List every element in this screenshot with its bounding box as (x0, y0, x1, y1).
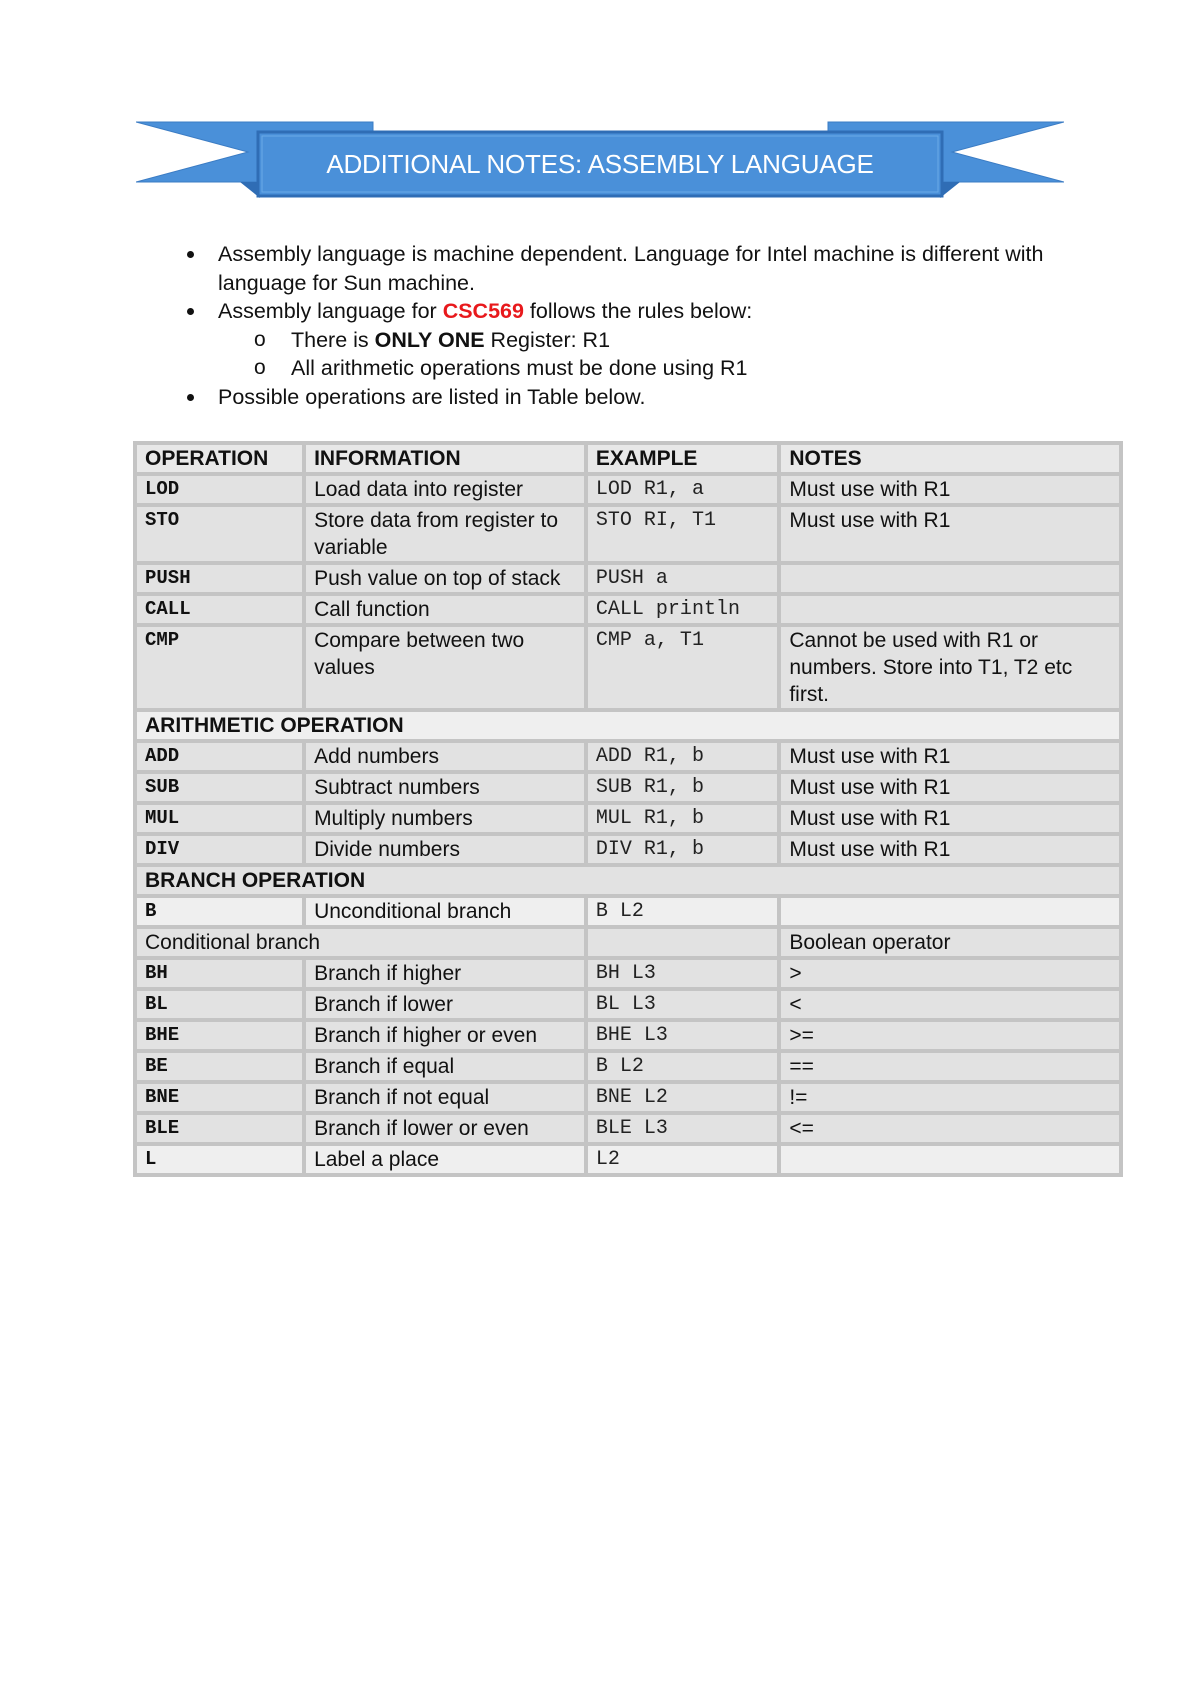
note-cell: != (779, 1082, 1121, 1113)
table-row (135, 505, 1121, 563)
table-row (135, 896, 1121, 927)
boolean-operator-label: Boolean operator (779, 927, 1121, 958)
table-row (135, 563, 1121, 594)
info-cell: Multiply numbers (304, 803, 586, 834)
info-cell: Call function (304, 594, 586, 625)
list-subitem (182, 354, 1062, 383)
info-cell: Unconditional branch (304, 896, 586, 927)
op-cell: BLE (135, 1113, 304, 1144)
note-cell (779, 1144, 1121, 1175)
info-cell: Divide numbers (304, 834, 586, 865)
table-row (135, 1020, 1121, 1051)
note-cell (779, 563, 1121, 594)
table-row (135, 625, 1121, 710)
note-cell: Must use with R1 (779, 772, 1121, 803)
section-title-branch: BRANCH OPERATION (135, 865, 1121, 896)
example-cell: B L2 (586, 896, 779, 927)
note-cell: Must use with R1 (779, 834, 1121, 865)
op-cell: CALL (135, 594, 304, 625)
note-cell: Must use with R1 (779, 741, 1121, 772)
example-cell (586, 927, 779, 958)
list-item (182, 240, 1062, 297)
info-cell: Branch if not equal (304, 1082, 586, 1113)
note-rules-suffix: follows the rules below: (523, 299, 753, 323)
note-cell (779, 594, 1121, 625)
example-cell: PUSH a (586, 563, 779, 594)
bullet-icon (187, 394, 194, 401)
subnote-arithmetic: All arithmetic operations must be done using R1 (291, 356, 748, 380)
info-cell: Compare between two values (304, 625, 586, 710)
info-cell: Branch if lower or even (304, 1113, 586, 1144)
table-row (135, 772, 1121, 803)
example-cell: B L2 (586, 1051, 779, 1082)
info-cell: Label a place (304, 1144, 586, 1175)
example-cell: LOD R1, a (586, 474, 779, 505)
example-cell: SUB R1, b (586, 772, 779, 803)
table-row (135, 594, 1121, 625)
op-cell: LOD (135, 474, 304, 505)
example-cell: DIV R1, b (586, 834, 779, 865)
note-cell (779, 896, 1121, 927)
op-cell: BL (135, 989, 304, 1020)
example-cell: BL L3 (586, 989, 779, 1020)
notes-list (182, 240, 1062, 411)
op-cell: BE (135, 1051, 304, 1082)
section-row-arithmetic (135, 710, 1121, 741)
info-cell: Load data into register (304, 474, 586, 505)
header-notes: NOTES (779, 443, 1121, 474)
example-cell: STO RI, T1 (586, 505, 779, 563)
course-code: CSC569 (442, 299, 524, 323)
example-cell: ADD R1, b (586, 741, 779, 772)
op-cell: MUL (135, 803, 304, 834)
table-row (135, 1082, 1121, 1113)
subnote-register-prefix: There is (291, 327, 375, 352)
op-cell: BNE (135, 1082, 304, 1113)
info-cell: Branch if equal (304, 1051, 586, 1082)
note-cell: == (779, 1051, 1121, 1082)
example-cell: BNE L2 (586, 1082, 779, 1113)
header-example: EXAMPLE (586, 443, 779, 474)
table-row (135, 1144, 1121, 1175)
info-cell: Subtract numbers (304, 772, 586, 803)
section-row-branch (135, 865, 1121, 896)
conditional-branch-label: Conditional branch (135, 927, 586, 958)
example-cell: CMP a, T1 (586, 625, 779, 710)
list-item (182, 297, 1062, 326)
example-cell: BH L3 (586, 958, 779, 989)
note-table-reference: Possible operations are listed in Table below. (218, 384, 646, 409)
example-cell: CALL println (586, 594, 779, 625)
banner-title: ADDITIONAL NOTES: ASSEMBLY LANGUAGE (326, 149, 874, 179)
header-information: INFORMATION (304, 443, 586, 474)
op-cell: BHE (135, 1020, 304, 1051)
bullet-icon (187, 251, 194, 258)
op-cell: L (135, 1144, 304, 1175)
table-row (135, 1051, 1121, 1082)
note-cell: < (779, 989, 1121, 1020)
table-row (135, 989, 1121, 1020)
op-cell: CMP (135, 625, 304, 710)
header-operation: OPERATION (135, 443, 304, 474)
example-cell: MUL R1, b (586, 803, 779, 834)
list-item (182, 383, 1062, 412)
op-cell: STO (135, 505, 304, 563)
table-row (135, 803, 1121, 834)
note-rules-prefix: Assembly language for (218, 299, 443, 323)
table-row (135, 1113, 1121, 1144)
note-cell: Cannot be used with R1 or numbers. Store into T1, T2 etc first. (779, 625, 1121, 710)
example-cell: L2 (586, 1144, 779, 1175)
info-cell: Add numbers (304, 741, 586, 772)
op-cell: ADD (135, 741, 304, 772)
note-cell: Must use with R1 (779, 505, 1121, 563)
note-cell: Must use with R1 (779, 803, 1121, 834)
circle-bullet-icon: o (254, 327, 266, 351)
note-cell: Must use with R1 (779, 474, 1121, 505)
table-row (135, 958, 1121, 989)
operations-table (133, 441, 1123, 1177)
note-cell: > (779, 958, 1121, 989)
title-banner (136, 118, 1064, 204)
note-cell: >= (779, 1020, 1121, 1051)
info-cell: Store data from register to variable (304, 505, 586, 563)
op-cell: B (135, 896, 304, 927)
list-subitem (182, 326, 1062, 355)
table-row (135, 834, 1121, 865)
info-cell: Branch if higher or even (304, 1020, 586, 1051)
note-cell: <= (779, 1113, 1121, 1144)
conditional-branch-row (135, 927, 1121, 958)
info-cell: Branch if higher (304, 958, 586, 989)
op-cell: SUB (135, 772, 304, 803)
bullet-icon (187, 308, 194, 315)
note-machine-dependent: Assembly language is machine dependent. Language for Intel machine is different with language for Sun machine. (218, 242, 1044, 295)
subnote-register-emphasis: ONLY ONE (374, 327, 485, 352)
subnote-register-suffix: Register: R1 (484, 327, 611, 352)
example-cell: BLE L3 (586, 1113, 779, 1144)
table-row (135, 741, 1121, 772)
circle-bullet-icon: o (254, 356, 266, 379)
example-cell: BHE L3 (586, 1020, 779, 1051)
section-title-arithmetic: ARITHMETIC OPERATION (135, 710, 1121, 741)
op-cell: BH (135, 958, 304, 989)
table-row (135, 474, 1121, 505)
op-cell: DIV (135, 834, 304, 865)
op-cell: PUSH (135, 563, 304, 594)
info-cell: Branch if lower (304, 989, 586, 1020)
table-header-row (135, 443, 1121, 474)
info-cell: Push value on top of stack (304, 563, 586, 594)
